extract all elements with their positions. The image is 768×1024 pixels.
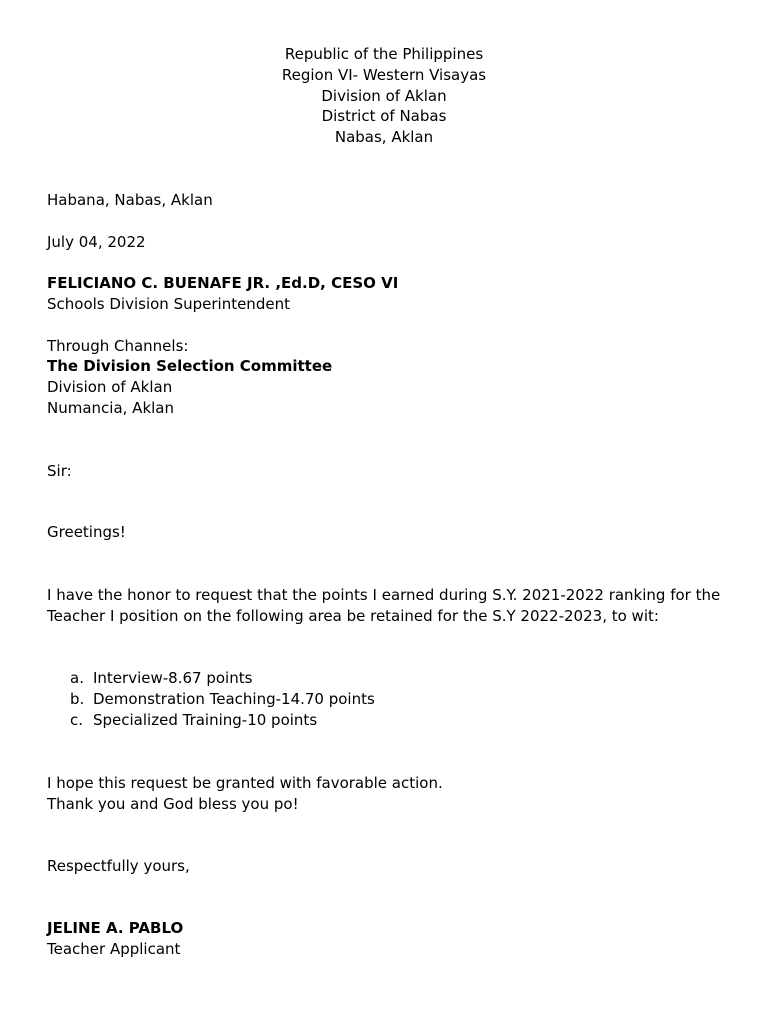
list-item-text: Demonstration Teaching-14.70 points [93,690,375,708]
list-marker: c. [70,711,84,729]
letter-date: July 04, 2022 [47,233,146,251]
recipient-title: Schools Division Superintendent [47,295,290,313]
closing-line-2: Thank you and God bless you po! [47,795,299,813]
body-line-1: I have the honor to request that the points I earned during S.Y. 2021-2022 ranking for the [47,586,721,604]
header-division: Division of Aklan [321,87,447,105]
complimentary-close: Respectfully yours, [47,857,190,875]
header-town: Nabas, Aklan [334,128,434,146]
list-marker: b. [70,690,85,708]
recipient-name: FELICIANO C. BUENAFE JR. ,Ed.D, CESO VI [47,274,399,292]
signatory-title: Teacher Applicant [47,940,181,958]
committee-address: Numancia, Aklan [47,399,174,417]
list-item-text: Interview-8.67 points [93,669,253,687]
greeting: Greetings! [47,523,126,541]
sender-address: Habana, Nabas, Aklan [47,191,213,209]
through-label: Through Channels: [47,337,189,355]
list-marker: a. [70,669,84,687]
header-district: District of Nabas [321,107,447,125]
signatory-name: JELINE A. PABLO [47,919,184,937]
salutation: Sir: [47,462,72,480]
list-item-text: Specialized Training-10 points [93,711,318,729]
body-line-2: Teacher I position on the following area be retained for the S.Y 2022-2023, to wit: [47,607,659,625]
committee-name: The Division Selection Committee [47,357,333,375]
closing-line-1: I hope this request be granted with favorable action. [47,774,443,792]
header-republic: Republic of the Philippines [284,45,484,63]
committee-division: Division of Aklan [47,378,173,396]
header-region: Region VI- Western Visayas [281,66,487,84]
